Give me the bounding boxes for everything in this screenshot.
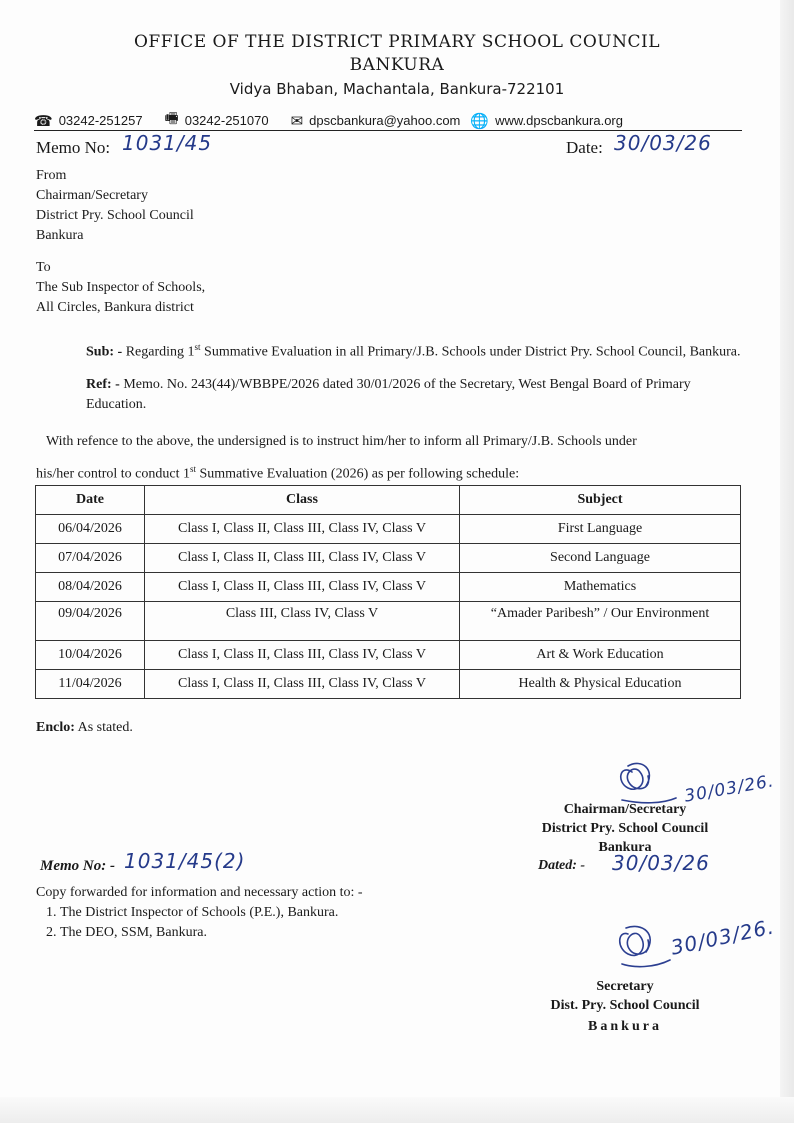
- cell-date: 10/04/2026: [36, 641, 145, 670]
- ref-text: Memo. No. 243(44)/WBBPE/2026 dated 30/01/2026 of the Secretary, West Bengal Board of Primary Education.: [86, 377, 691, 412]
- to-line: The Sub Inspector of Schools,: [36, 280, 206, 295]
- table-row: [36, 573, 741, 602]
- email-address: dpscbankura@yahoo.com: [309, 113, 461, 128]
- table-row: [36, 670, 741, 699]
- schedule-table: [35, 485, 741, 699]
- body-paragraph: With refence to the above, the undersigned is to instruct him/her to inform all Primary/J.B. Schools under: [46, 434, 637, 449]
- cell-class: Class I, Class II, Class III, Class IV, Class V: [145, 515, 460, 544]
- signature-scribble: [614, 924, 674, 972]
- table-header-row: [36, 486, 741, 515]
- cell-class: Class III, Class IV, Class V: [145, 602, 460, 641]
- fax-icon: 🖷: [164, 110, 179, 127]
- signatory-title: Chairman/Secretary: [563, 802, 687, 817]
- cell-subject: Second Language: [460, 544, 741, 573]
- memo-no-label: Memo No:: [36, 138, 111, 157]
- list-item: 1. The District Inspector of Schools (P.E.), Bankura.: [60, 903, 363, 923]
- enclo-text: As stated.: [74, 720, 133, 735]
- header-subject: Subject: [460, 486, 741, 515]
- fax-number: 03242-251070: [184, 113, 269, 128]
- cell-class: Class I, Class II, Class III, Class IV, Class V: [145, 670, 460, 699]
- copy-forward-block: [36, 883, 363, 943]
- cell-date: 08/04/2026: [36, 573, 145, 602]
- subject-line: [86, 337, 746, 363]
- cell-subject: Mathematics: [460, 573, 741, 602]
- sub-text: Summative Evaluation in all Primary/J.B. Schools under District Pry. School Council, Bankura.: [200, 344, 741, 360]
- to-block: [36, 258, 205, 318]
- from-label: From: [36, 168, 67, 183]
- cell-date: 07/04/2026: [36, 544, 145, 573]
- office-title: OFFICE OF THE DISTRICT PRIMARY SCHOOL COUNCIL: [133, 32, 661, 52]
- cell-subject: Health & Physical Education: [460, 670, 741, 699]
- copy-memo-label: Memo No: -: [40, 858, 115, 874]
- cell-subject: “Amader Paribesh” / Our Environment: [460, 602, 741, 641]
- scan-edge: [780, 0, 794, 1123]
- from-line: Bankura: [36, 228, 84, 243]
- enclosure-line: [36, 720, 133, 736]
- from-line: District Pry. School Council: [36, 208, 194, 223]
- table-row: [36, 602, 741, 641]
- list-item: 2. The DEO, SSM, Bankura.: [60, 923, 363, 943]
- cell-date: 06/04/2026: [36, 515, 145, 544]
- globe-icon: 🌐: [470, 112, 490, 130]
- from-line: Chairman/Secretary: [36, 188, 148, 203]
- signature1-date-handwritten: 30/03/26.: [682, 771, 776, 807]
- cell-class: Class I, Class II, Class III, Class IV, Class V: [145, 544, 460, 573]
- signatory-office: Dist. Pry. School Council: [550, 998, 700, 1013]
- sub-text: Regarding 1: [125, 344, 195, 360]
- to-line: All Circles, Bankura district: [36, 300, 194, 315]
- sub-label: Sub: -: [86, 344, 123, 360]
- signature2-date-handwritten: 30/03/26.: [668, 914, 777, 960]
- email-icon: ✉: [290, 112, 304, 130]
- memo-no-handwritten: 1031/45: [122, 131, 213, 155]
- dated-handwritten: 30/03/26: [612, 851, 710, 875]
- signatory-place: Bankura: [588, 1019, 662, 1034]
- date-label: Date:: [566, 138, 603, 157]
- website: www.dpscbankura.org: [495, 113, 623, 128]
- body-sup: st: [189, 464, 196, 474]
- body-text: his/her control to conduct 1: [36, 466, 190, 482]
- signatory-place: Bankura: [598, 840, 652, 855]
- cell-subject: Art & Work Education: [460, 641, 741, 670]
- cell-class: Class I, Class II, Class III, Class IV, Class V: [145, 641, 460, 670]
- to-label: To: [36, 260, 51, 275]
- dated-label: Dated: -: [538, 858, 586, 873]
- office-district: BANKURA: [349, 55, 445, 75]
- sub-sup: st: [194, 342, 201, 352]
- ref-label: Ref: -: [86, 377, 120, 392]
- table-row: [36, 515, 741, 544]
- reference-line: [86, 375, 746, 415]
- header-class: Class: [145, 486, 460, 515]
- header-date: Date: [36, 486, 145, 515]
- table-row: [36, 641, 741, 670]
- copy-intro: Copy forwarded for information and necessary action to: -: [36, 885, 363, 900]
- body-text: Summative Evaluation (2026) as per following schedule:: [195, 466, 520, 482]
- cell-date: 11/04/2026: [36, 670, 145, 699]
- scan-bottom: [0, 1097, 794, 1123]
- cell-class: Class I, Class II, Class III, Class IV, Class V: [145, 573, 460, 602]
- signatory-title: Secretary: [596, 979, 654, 994]
- cell-date: 09/04/2026: [36, 602, 145, 641]
- signatory-office: District Pry. School Council: [541, 821, 709, 836]
- office-address: Vidya Bhaban, Machantala, Bankura-722101: [229, 80, 565, 98]
- telephone-icon: ☎: [34, 112, 53, 130]
- body-paragraph: [36, 456, 750, 488]
- table-row: [36, 544, 741, 573]
- copy-memo-handwritten: 1031/45(2): [124, 849, 246, 873]
- phone-number: 03242-251257: [58, 113, 143, 128]
- date-handwritten: 30/03/26: [614, 131, 712, 155]
- enclo-label: Enclo:: [36, 720, 75, 735]
- from-block: [36, 166, 194, 246]
- cell-subject: First Language: [460, 515, 741, 544]
- copy-recipients: [36, 903, 363, 943]
